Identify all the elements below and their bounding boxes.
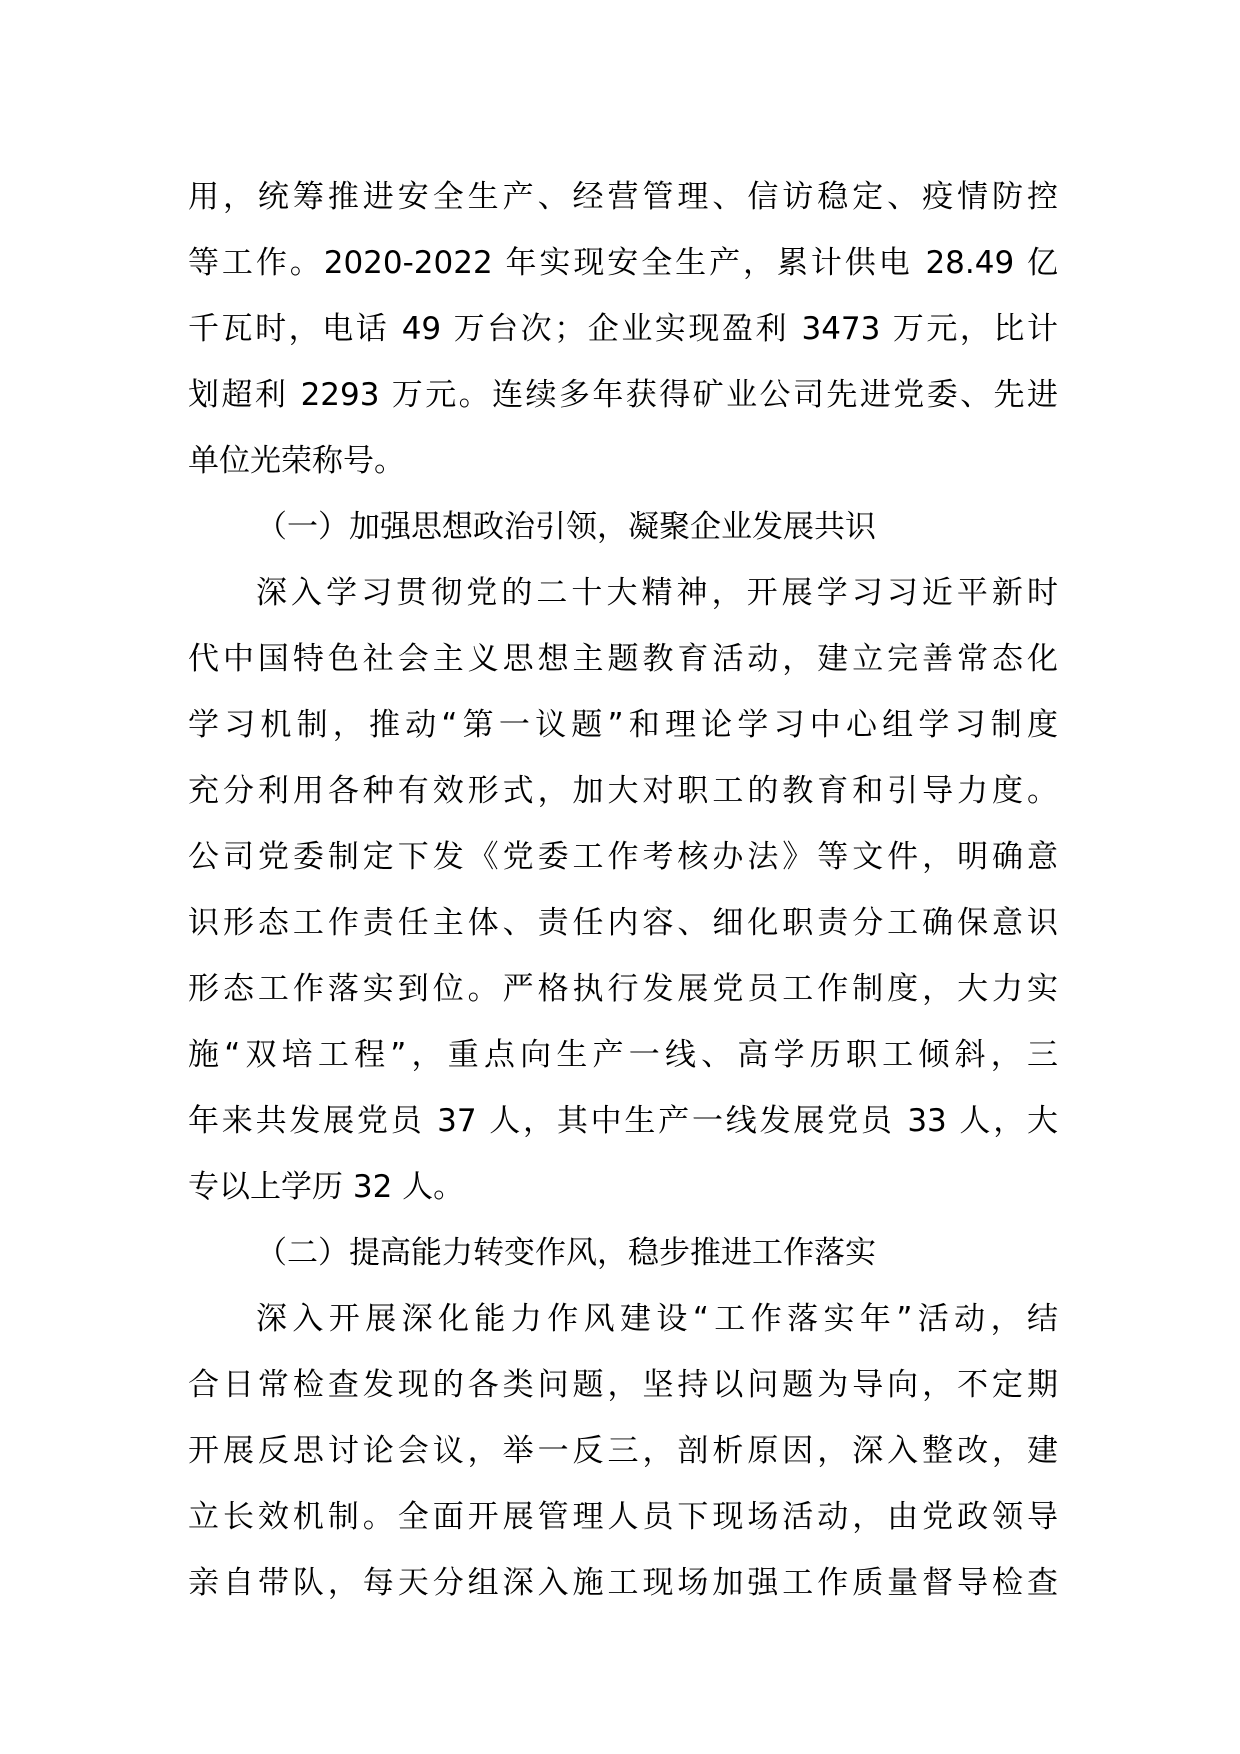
paragraph-line: 识形态工作责任主体、责任内容、细化职责分工确保意识 xyxy=(188,905,1058,941)
paragraph-line: 等工作。2020-2022 年实现安全生产，累计供电 28.49 亿 xyxy=(188,245,1058,281)
paragraph-line: 年来共发展党员 37 人，其中生产一线发展党员 33 人，大 xyxy=(188,1103,1058,1139)
paragraph-line: 亲自带队，每天分组深入施工现场加强工作质量督导检查 xyxy=(188,1565,1058,1601)
paragraph-line: 划超利 2293 万元。连续多年获得矿业公司先进党委、先进 xyxy=(188,377,1058,413)
paragraph-line: 深入学习贯彻党的二十大精神，开展学习习近平新时 xyxy=(256,575,1058,611)
paragraph-line: 形态工作落实到位。严格执行发展党员工作制度，大力实 xyxy=(188,971,1058,1007)
paragraph-line: 专以上学历 32 人。 xyxy=(188,1169,465,1205)
paragraph-line: 充分利用各种有效形式，加大对职工的教育和引导力度。 xyxy=(188,773,1058,809)
paragraph-line: 施“双培工程”，重点向生产一线、高学历职工倾斜，三 xyxy=(188,1037,1058,1073)
paragraph-line: 合日常检查发现的各类问题，坚持以问题为导向，不定期 xyxy=(188,1367,1058,1403)
paragraph-line: 深入开展深化能力作风建设“工作落实年”活动，结 xyxy=(256,1301,1058,1337)
paragraph-line: 用，统筹推进安全生产、经营管理、信访稳定、疫情防控 xyxy=(188,179,1058,215)
paragraph-line: 开展反思讨论会议，举一反三，剖析原因，深入整改，建 xyxy=(188,1433,1058,1469)
paragraph-line: 代中国特色社会主义思想主题教育活动，建立完善常态化 xyxy=(188,641,1058,677)
section-heading: （二）提高能力转变作风，稳步推进工作落实 xyxy=(256,1235,876,1271)
paragraph-line: 单位光荣称号。 xyxy=(188,443,405,479)
paragraph-line: 学习机制，推动“第一议题”和理论学习中心组学习制度 xyxy=(188,707,1058,743)
paragraph-line: 公司党委制定下发《党委工作考核办法》等文件，明确意 xyxy=(188,839,1058,875)
paragraph-line: 千瓦时，电话 49 万台次；企业实现盈利 3473 万元，比计 xyxy=(188,311,1058,347)
paragraph-line: 立长效机制。全面开展管理人员下现场活动，由党政领导 xyxy=(188,1499,1058,1535)
section-heading: （一）加强思想政治引领，凝聚企业发展共识 xyxy=(256,509,876,545)
